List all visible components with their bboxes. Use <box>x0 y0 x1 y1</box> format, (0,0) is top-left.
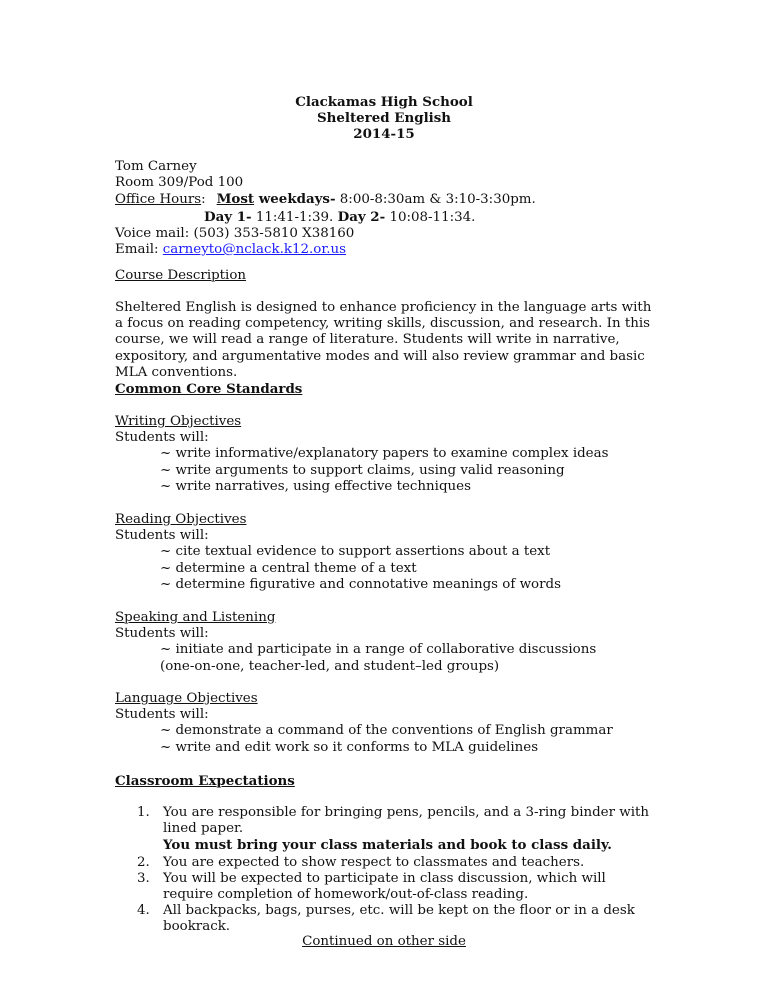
course-description-heading: Course Description <box>115 268 247 283</box>
language-item: ~ demonstrate a command of the conventions of English grammar <box>160 723 613 739</box>
day2-time: 10:08-11:34. <box>385 209 476 225</box>
office-hours-label: Office Hours <box>115 192 202 208</box>
continued-footer: Continued on other side <box>302 934 466 949</box>
expectation-text: All backpacks, bags, purses, etc. will be kept on the floor or in a desk bookrack. <box>163 903 635 935</box>
email-link[interactable]: carneyto@nclack.k12.or.us <box>162 242 347 258</box>
expectation-number: 2. <box>137 854 150 870</box>
email-line <box>115 242 675 258</box>
most-label: Most <box>216 191 255 208</box>
reading-item: ~ determine figurative and connotative meanings of words <box>160 576 561 592</box>
day2-label: Day 2- <box>337 208 386 225</box>
writing-item: ~ write informative/explanatory papers to examine complex ideas <box>160 446 609 462</box>
course-name: Sheltered English <box>316 110 452 127</box>
day1-time: 11:41-1:39. <box>251 209 338 225</box>
weekdays-label: weekdays- <box>254 191 336 208</box>
reading-objectives <box>115 512 675 593</box>
weekdays-times: 8:00-8:30am & 3:10-3:30pm. <box>335 192 536 208</box>
expectation-item <box>137 871 677 903</box>
expectations-heading: Classroom Expectations <box>115 773 295 789</box>
writing-students-will: Students will: <box>115 430 209 446</box>
expectation-number: 4. <box>137 903 150 919</box>
reading-title: Reading Objectives <box>115 512 247 527</box>
writing-item: ~ write narratives, using effective techniques <box>160 478 471 494</box>
email-label: Email: <box>115 242 163 258</box>
expectation-number: 3. <box>137 870 150 886</box>
room-number: Room 309/Pod 100 <box>115 175 244 191</box>
expectation-item <box>137 805 677 855</box>
office-hours-colon: : <box>201 192 206 208</box>
reading-item: ~ cite textual evidence to support assertions about a text <box>160 544 551 560</box>
course-description-body: Sheltered English is designed to enhance proficiency in the language arts with a focus on reading competency, writing skills, discussion, and research. In this course, we will read a range of literature. Students will write in narrative, expository, and argumentative modes and will also review grammar and basic MLA conventions. <box>115 300 652 380</box>
office-hours-days <box>115 209 675 226</box>
language-title: Language Objectives <box>115 691 258 706</box>
school-name: Clackamas High School <box>295 94 473 110</box>
speaking-students-will: Students will: <box>115 626 209 642</box>
expectation-item <box>137 855 677 871</box>
school-year: 2014-15 <box>353 126 415 143</box>
writing-objectives <box>115 414 675 495</box>
standards-heading: Common Core Standards <box>115 381 303 397</box>
language-item: ~ write and edit work so it conforms to MLA guidelines <box>160 739 539 755</box>
voicemail: Voice mail: (503) 353-5810 X38160 <box>115 225 355 241</box>
expectation-text: You are expected to show respect to classmates and teachers. <box>163 854 585 870</box>
writing-item: ~ write arguments to support claims, using valid reasoning <box>160 462 565 478</box>
reading-students-will: Students will: <box>115 528 209 544</box>
expectation-text: You are responsible for bringing pens, pencils, and a 3-ring binder with lined paper. <box>163 805 650 837</box>
reading-item: ~ determine a central theme of a text <box>160 560 417 576</box>
expectation-number: 1. <box>137 805 150 820</box>
speaking-item: ~ initiate and participate in a range of collaborative discussions (one-on-one, teacher-led, and student–led groups) <box>160 642 597 674</box>
writing-title: Writing Objectives <box>115 414 242 429</box>
speaking-listening <box>115 610 675 675</box>
day1-label: Day 1- <box>204 208 252 225</box>
language-objectives <box>115 691 675 756</box>
office-hours <box>115 191 675 208</box>
expectation-bold-text: You must bring your class materials and book to class daily. <box>163 837 612 854</box>
teacher-name: Tom Carney <box>115 159 197 174</box>
document-header <box>0 94 768 143</box>
contact-info <box>115 159 675 258</box>
language-students-will: Students will: <box>115 707 209 723</box>
expectations-list <box>137 805 677 936</box>
expectation-text: You will be expected to participate in class discussion, which will require completion of homework/out-of-class reading. <box>163 870 606 903</box>
speaking-title: Speaking and Listening <box>115 610 276 625</box>
expectation-item <box>137 903 677 935</box>
